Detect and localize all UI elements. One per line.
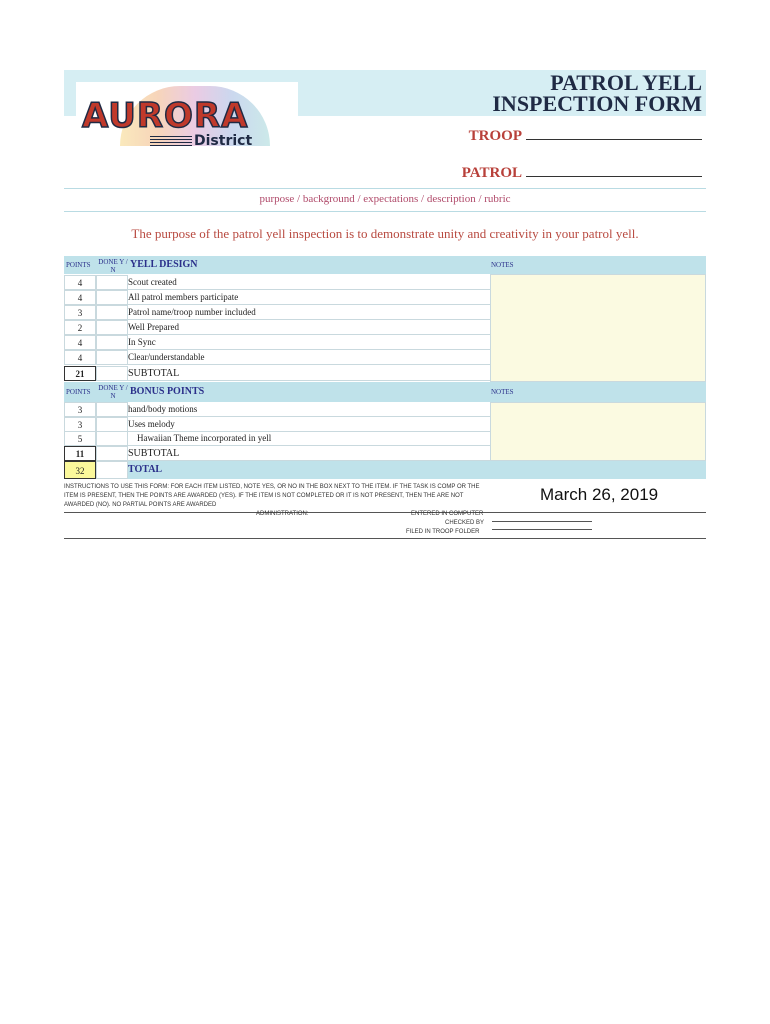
total-label: TOTAL	[128, 464, 163, 475]
subtotal-points: 11	[64, 446, 96, 461]
checked-by-label: CHECKED BY	[445, 520, 485, 526]
done-checkbox[interactable]	[96, 431, 128, 446]
done-checkbox[interactable]	[96, 402, 128, 417]
inspection-date: March 26, 2019	[540, 485, 659, 504]
done-checkbox[interactable]	[96, 320, 128, 335]
bonus-subtotal-row	[64, 446, 706, 461]
notes-label: NOTES	[491, 261, 514, 269]
form-title-line1: PATROL YELL	[550, 70, 702, 95]
item-label: Well Prepared	[128, 320, 490, 335]
troop-blank[interactable]	[526, 126, 702, 140]
logo-stripes	[150, 136, 192, 146]
section-nav: purpose / background / expectations / description / rubric	[259, 193, 511, 205]
troop-label: TROOP	[468, 128, 522, 144]
table-row	[64, 417, 706, 432]
entered-in-computer-label: ENTERED IN COMPUTER	[411, 511, 484, 517]
table-row	[64, 402, 706, 417]
table-row	[64, 290, 706, 305]
purpose-statement: The purpose of the patrol yell inspection is to demonstrate unity and creativity in your patrol yell.	[131, 226, 639, 241]
patrol-label: PATROL	[461, 165, 522, 181]
points-col-label: POINTS	[66, 261, 91, 269]
bonus-title: BONUS POINTS	[130, 386, 205, 397]
table-row	[64, 335, 706, 350]
table-row	[64, 431, 706, 446]
divider-bottom	[64, 538, 706, 539]
item-points: 3	[64, 417, 96, 432]
yell-design-header	[64, 256, 706, 274]
patrol-field[interactable]	[462, 163, 702, 182]
item-points: 4	[64, 275, 96, 290]
total-points: 32	[64, 461, 96, 479]
table-row	[64, 320, 706, 335]
subtotal-label: SUBTOTAL	[128, 446, 490, 461]
logo-subtitle: District	[194, 133, 253, 149]
bonus-header	[64, 382, 706, 402]
patrol-blank[interactable]	[526, 163, 702, 177]
subtotal-points: 21	[64, 366, 96, 381]
item-points: 3	[64, 305, 96, 320]
yell-design-subtotal-row	[64, 366, 706, 381]
item-label: Patrol name/troop number included	[128, 305, 490, 320]
form-title-line2: INSPECTION FORM	[492, 91, 702, 116]
item-label: All patrol members participate	[128, 290, 490, 305]
item-label: Uses melody	[128, 417, 490, 432]
item-label: Hawaiian Theme incorporated in yell	[128, 431, 490, 446]
divider-nav	[64, 211, 706, 212]
item-points: 3	[64, 402, 96, 417]
subtotal-done-cell[interactable]	[96, 446, 128, 461]
total-row	[64, 461, 706, 479]
done-checkbox[interactable]	[96, 275, 128, 290]
item-points: 2	[64, 320, 96, 335]
table-row	[64, 305, 706, 320]
done-col-label: DONE Y / N	[98, 384, 128, 400]
checked-by-line[interactable]	[492, 521, 592, 522]
item-points: 4	[64, 290, 96, 305]
divider-top	[64, 188, 706, 189]
item-points: 4	[64, 335, 96, 350]
item-label: Clear/understandable	[128, 350, 490, 365]
done-checkbox[interactable]	[96, 290, 128, 305]
yell-design-title: YELL DESIGN	[130, 259, 198, 270]
filed-in-folder-label: FILED IN TROOP FOLDER	[406, 529, 480, 535]
item-label: In Sync	[128, 335, 490, 350]
divider-admin	[64, 512, 706, 513]
item-label: hand/body motions	[128, 402, 490, 417]
done-checkbox[interactable]	[96, 417, 128, 432]
done-checkbox[interactable]	[96, 305, 128, 320]
logo-word: AURORA	[82, 96, 249, 136]
item-label: Scout created	[128, 275, 490, 290]
item-points: 4	[64, 350, 96, 365]
instructions: INSTRUCTIONS TO USE THIS FORM: FOR EACH ITEM LISTED, NOTE YES, OR NO IN THE BOX NEXT TO THE ITEM. IF THE TASK IS COMP OR THE ITEM IS PRESENT, THEN THE POINTS ARE AWARDED (YES). IF THE ITEM IS NOT COMPLETED OR IT IS NOT PRESENT, THEN THE ARE NOT AWARDED (NO). NO PARTIAL POINTS ARE AWARDED	[64, 484, 480, 508]
subtotal-done-cell[interactable]	[96, 366, 128, 381]
points-col-label: POINTS	[66, 388, 91, 396]
subtotal-label: SUBTOTAL	[128, 366, 490, 381]
done-checkbox[interactable]	[96, 350, 128, 365]
filed-line[interactable]	[492, 529, 592, 530]
troop-field[interactable]	[469, 126, 702, 145]
table-row	[64, 275, 706, 290]
item-points: 5	[64, 431, 96, 446]
admin-label: ADMINISTRATION:	[256, 511, 309, 517]
table-row	[64, 350, 706, 365]
done-col-label: DONE Y / N	[98, 258, 128, 274]
done-checkbox[interactable]	[96, 335, 128, 350]
notes-label: NOTES	[491, 388, 514, 396]
total-done-cell[interactable]	[96, 461, 128, 479]
